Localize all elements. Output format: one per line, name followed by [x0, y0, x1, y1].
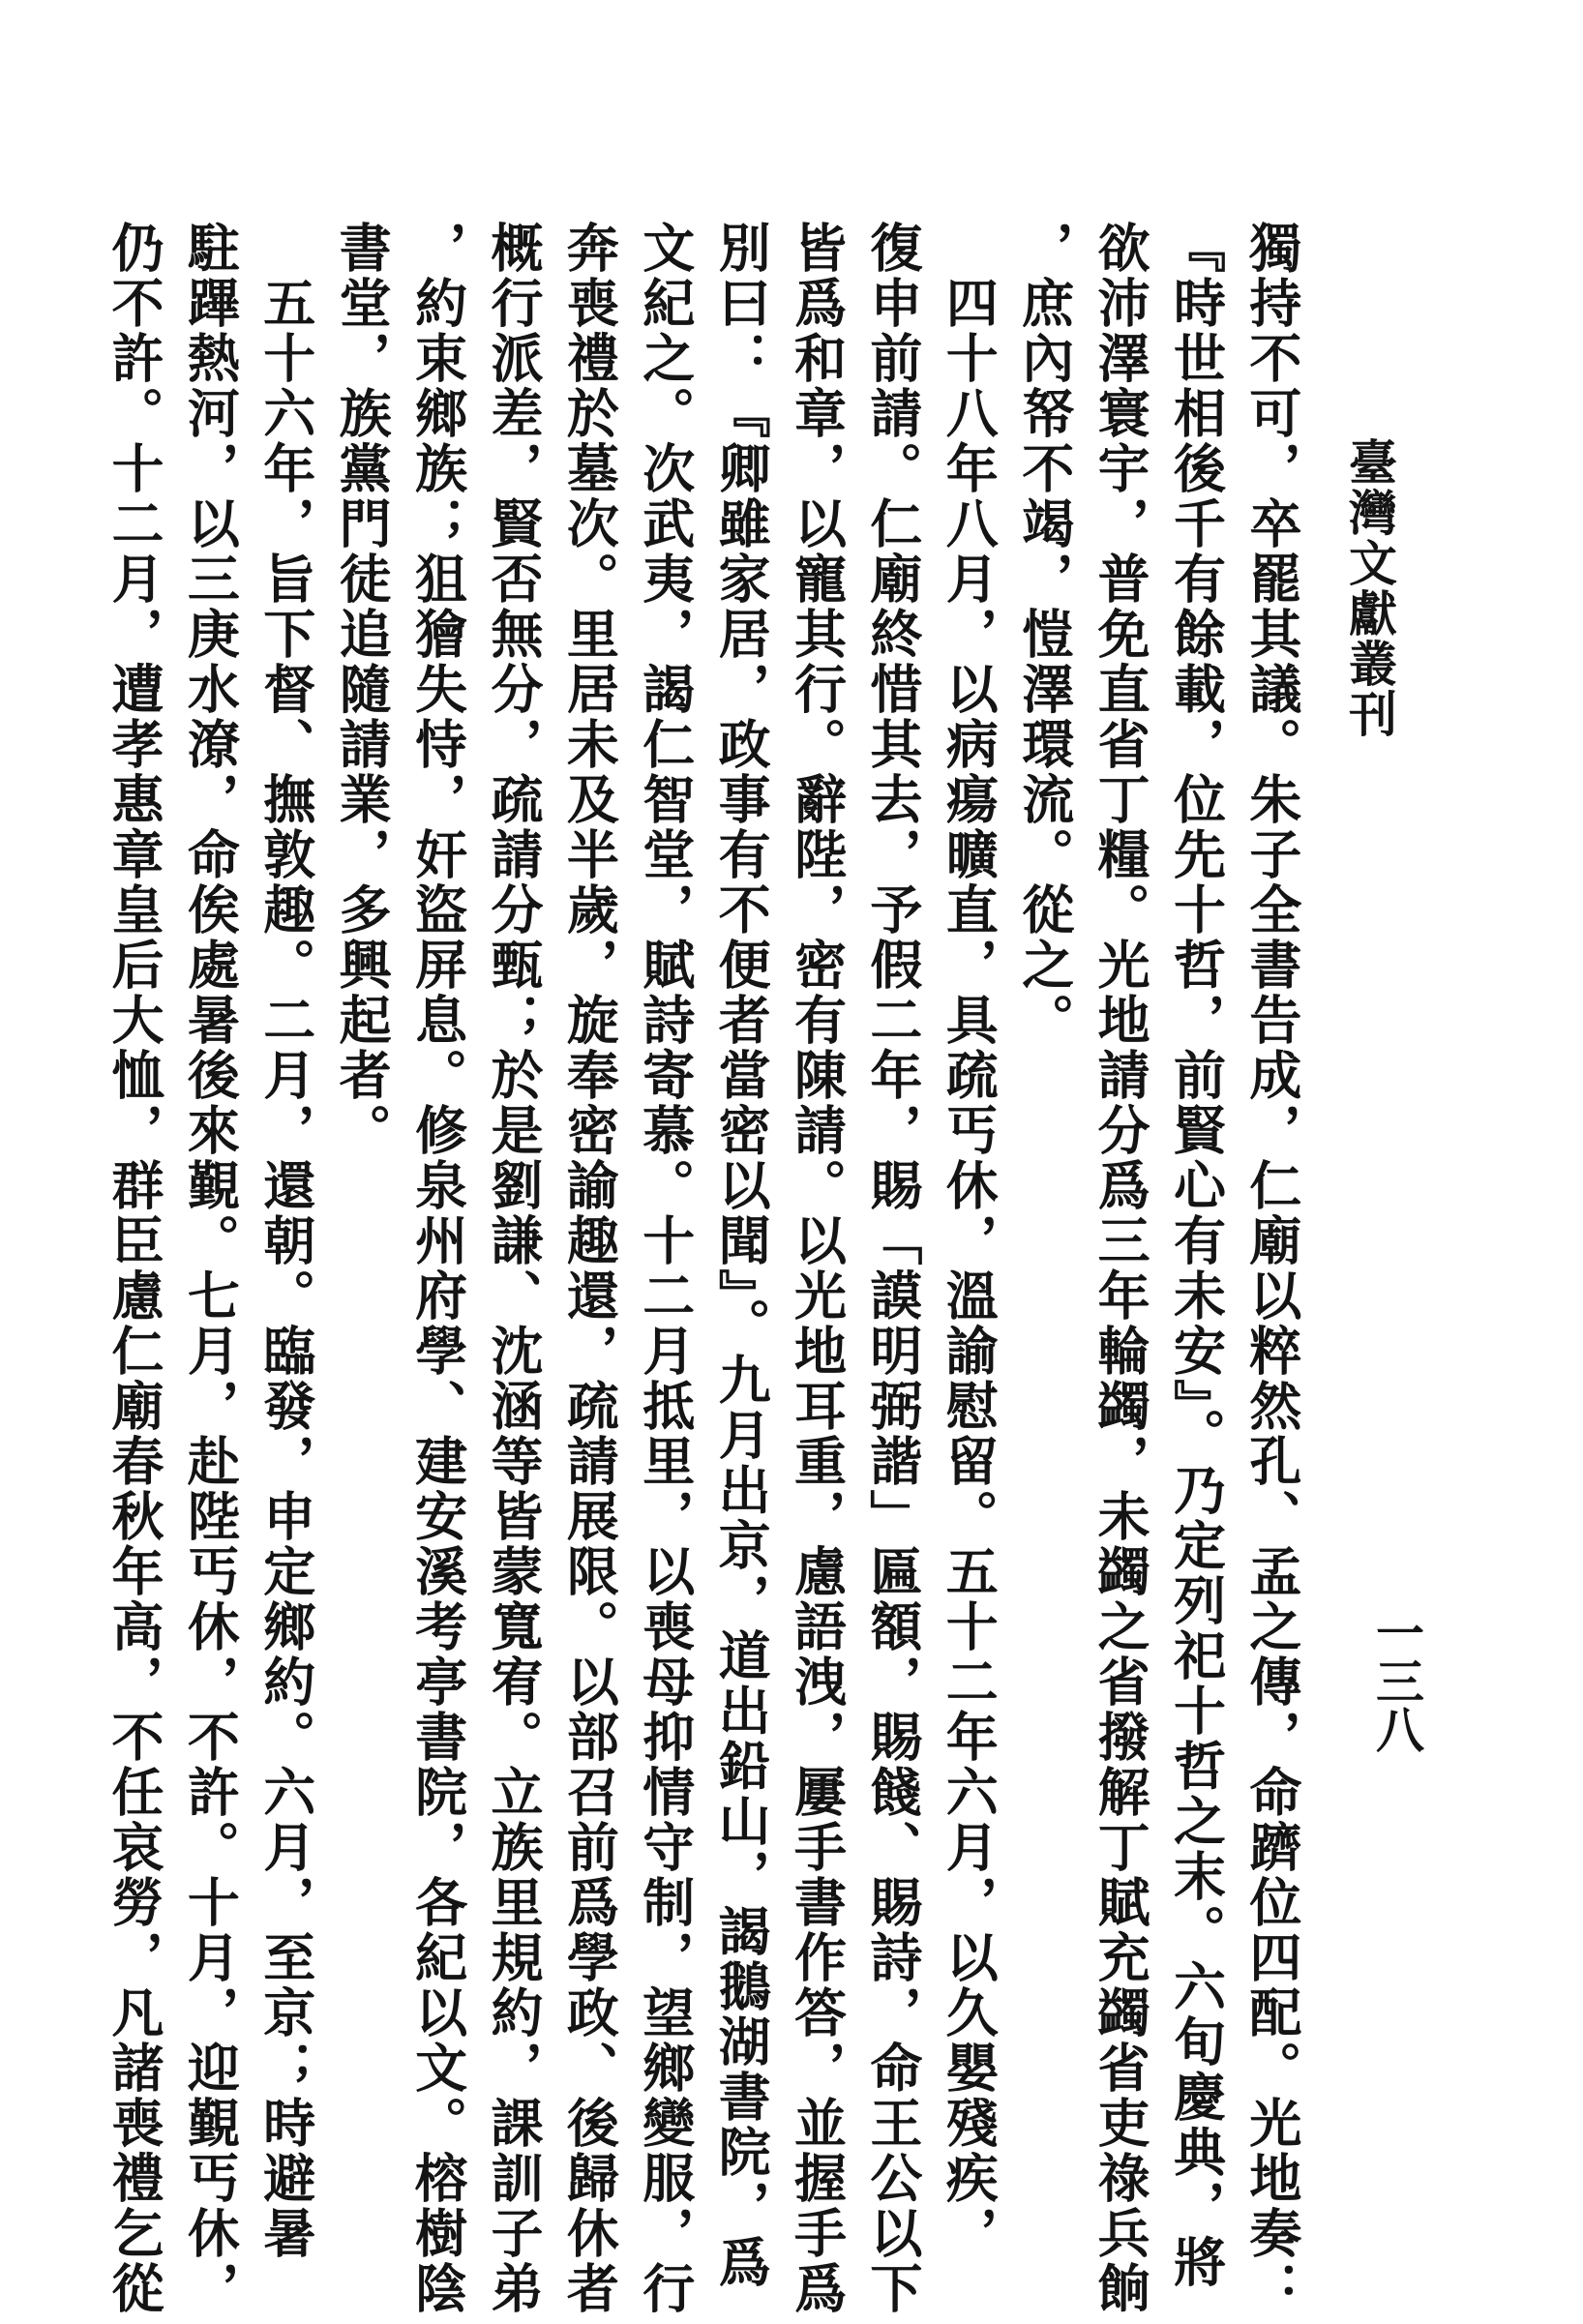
text-column: 書堂，族黨門徒追隨請業，多興起者。 — [331, 221, 394, 1158]
text-column: 五十六年，旨下督、撫敦趣。二月，還朝。臨發，申定鄉約。六月，至京；時避暑 — [254, 276, 317, 2261]
text-column: 駐蹕熱河，以三庚水潦，命俟處暑後來覲。七月，赴陛丐休，不許。十月，迎覲丐休， — [179, 221, 242, 2316]
text-column: ，庶內帑不竭，愷澤環流。從之。 — [1013, 221, 1076, 1048]
text-column: 概行派差，賢否無分，疏請分甄；於是劉謙、沈涵等皆蒙寬宥。立族里規約，課訓子弟 — [482, 221, 545, 2316]
text-column: 『時世相後千有餘載，位先十哲，前賢心有未安』。乃定列祀十哲之末。六旬慶典，將 — [1165, 221, 1228, 2290]
running-head-title: 臺灣文獻叢刊 — [1341, 437, 1398, 739]
text-column: 四十八年八月，以病瘍曠直，具疏丐休，溫諭慰留。五十二年六月，以久嬰殘疾， — [938, 276, 1001, 2261]
text-column: 獨持不可，卒罷其議。朱子全書告成，仁廟以粹然孔、孟之傳，命躋位四配。光地奏： — [1240, 221, 1303, 2316]
text-column: 欲沛澤寰宇，普免直省丁糧。光地請分爲三年輪蠲，未蠲之省撥解丁賦充蠲省吏祿兵餉 — [1090, 221, 1152, 2316]
text-column: ，約束鄉族；狙獪失恃，奸盜屏息。修泉州府學、建安溪考亭書院，各紀以文。榕樹陰 — [406, 221, 469, 2316]
text-column: 奔喪禮於墓次。里居未及半歲，旋奉密諭趣還，疏請展限。以部召前爲學政、後歸休者 — [558, 221, 621, 2316]
body-text — [104, 221, 1303, 2316]
text-column: 文紀之。次武夷，謁仁智堂，賦詩寄慕。十二月抵里，以喪母抑情守制，望鄉變服，行 — [634, 221, 697, 2316]
text-column: 復申前請。仁廟終惜其去，予假二年，賜「謨明弼諧」匾額，賜餞、賜詩，命王公以下 — [861, 221, 924, 2316]
text-column: 別曰：『卿雖家居，政事有不便者當密以聞』。九月出京，道出鉛山，謁鵝湖書院，爲 — [710, 221, 773, 2290]
text-column: 仍不許。十二月，遭孝惠章皇后大恤，群臣慮仁廟春秋年高，不任哀勞，凡諸喪禮乞從 — [104, 221, 165, 2316]
page-number: 一三八 — [1368, 1608, 1425, 1753]
text-column: 皆爲和章，以寵其行。辭陛，密有陳請。以光地耳重，慮語洩，屢手書作答，並握手爲 — [786, 221, 849, 2316]
